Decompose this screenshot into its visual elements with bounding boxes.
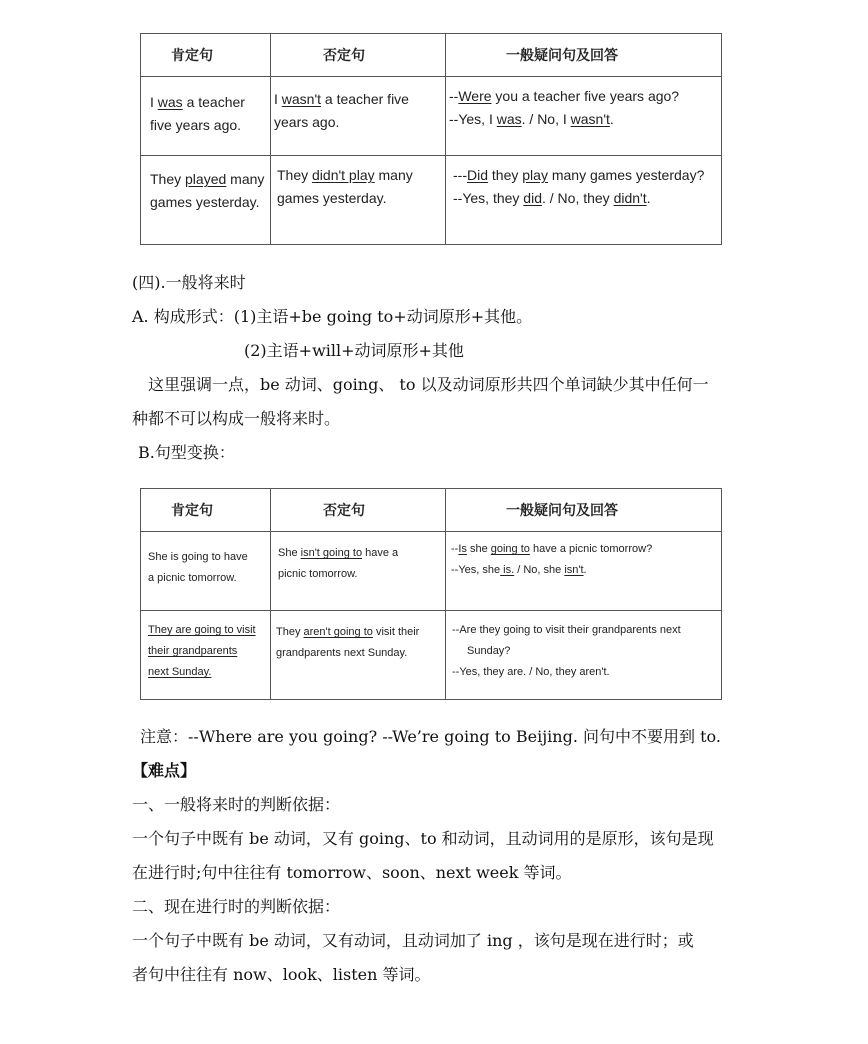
table-header-row bbox=[141, 34, 722, 77]
difficulty-heading: 【难点】 bbox=[132, 761, 197, 780]
section-b-heading: B.句型变换： bbox=[138, 443, 235, 462]
point-1-line-2: 在进行时;句中往往有 tomorrow、soon、next week 等词。 bbox=[132, 863, 572, 882]
past-tense-table bbox=[140, 33, 722, 245]
notice-line: 注意：--Where are you going? --We’re going to Beijing. 问句中不要用到 to. bbox=[140, 727, 721, 746]
point-2-heading: 二、现在进行时的判断依据： bbox=[132, 897, 341, 916]
form-b: (2)主语+will+动词原形+其他 bbox=[244, 341, 464, 360]
cell-question: --Is she going to have a picnic tomorrow? --Yes, she is. / No, she isn't. bbox=[446, 532, 722, 611]
point-1-heading: 一、一般将来时的判断依据： bbox=[132, 795, 341, 814]
point-2-line-2: 者句中往往有 now、look、listen 等词。 bbox=[132, 965, 431, 984]
table-row bbox=[141, 77, 722, 156]
point-2-line-1: 一个句子中既有 be 动词，又有动词，且动词加了 ing ，该句是现在进行时；或 bbox=[132, 931, 694, 950]
cell-question: ---Did they play many games yesterday? --Yes, they did. / No, they didn't. bbox=[446, 156, 722, 245]
table-row bbox=[141, 611, 722, 700]
header-negative: 否定句 bbox=[271, 489, 446, 532]
future-tense-table bbox=[140, 488, 722, 700]
note-line-2: 种都不可以构成一般将来时。 bbox=[132, 409, 341, 428]
section-heading: (四).一般将来时 bbox=[132, 273, 246, 292]
cell-negative: I wasn't a teacher five years ago. bbox=[271, 77, 446, 156]
header-question: 一般疑问句及回答 bbox=[446, 34, 722, 77]
header-affirmative: 肯定句 bbox=[141, 489, 271, 532]
cell-affirmative: I was a teacher five years ago. bbox=[141, 77, 271, 156]
header-negative: 否定句 bbox=[271, 34, 446, 77]
header-question: 一般疑问句及回答 bbox=[446, 489, 722, 532]
cell-question: --Were you a teacher five years ago? --Yes, I was. / No, I wasn't. bbox=[446, 77, 722, 156]
table-header-row bbox=[141, 489, 722, 532]
cell-affirmative: They played many games yesterday. bbox=[141, 156, 271, 245]
header-affirmative: 肯定句 bbox=[141, 34, 271, 77]
cell-question: --Are they going to visit their grandparents next Sunday? --Yes, they are. / No, they aren't. bbox=[446, 611, 722, 700]
note-line-1: 这里强调一点，be 动词、going、 to 以及动词原形共四个单词缺少其中任何一 bbox=[148, 375, 709, 394]
cell-affirmative: They are going to visit their grandparents next Sunday. bbox=[141, 611, 271, 700]
cell-negative: They didn't play many games yesterday. bbox=[271, 156, 446, 245]
cell-negative: She isn't going to have a picnic tomorrow. bbox=[271, 532, 446, 611]
cell-affirmative: She is going to have a picnic tomorrow. bbox=[141, 532, 271, 611]
table-row bbox=[141, 156, 722, 245]
point-1-line-1: 一个句子中既有 be 动词，又有 going、to 和动词，且动词用的是原形，该句是现 bbox=[132, 829, 714, 848]
cell-negative: They aren't going to visit their grandparents next Sunday. bbox=[271, 611, 446, 700]
table-row bbox=[141, 532, 722, 611]
form-a: A. 构成形式：(1)主语+be going to+动词原形+其他。 bbox=[132, 307, 533, 326]
